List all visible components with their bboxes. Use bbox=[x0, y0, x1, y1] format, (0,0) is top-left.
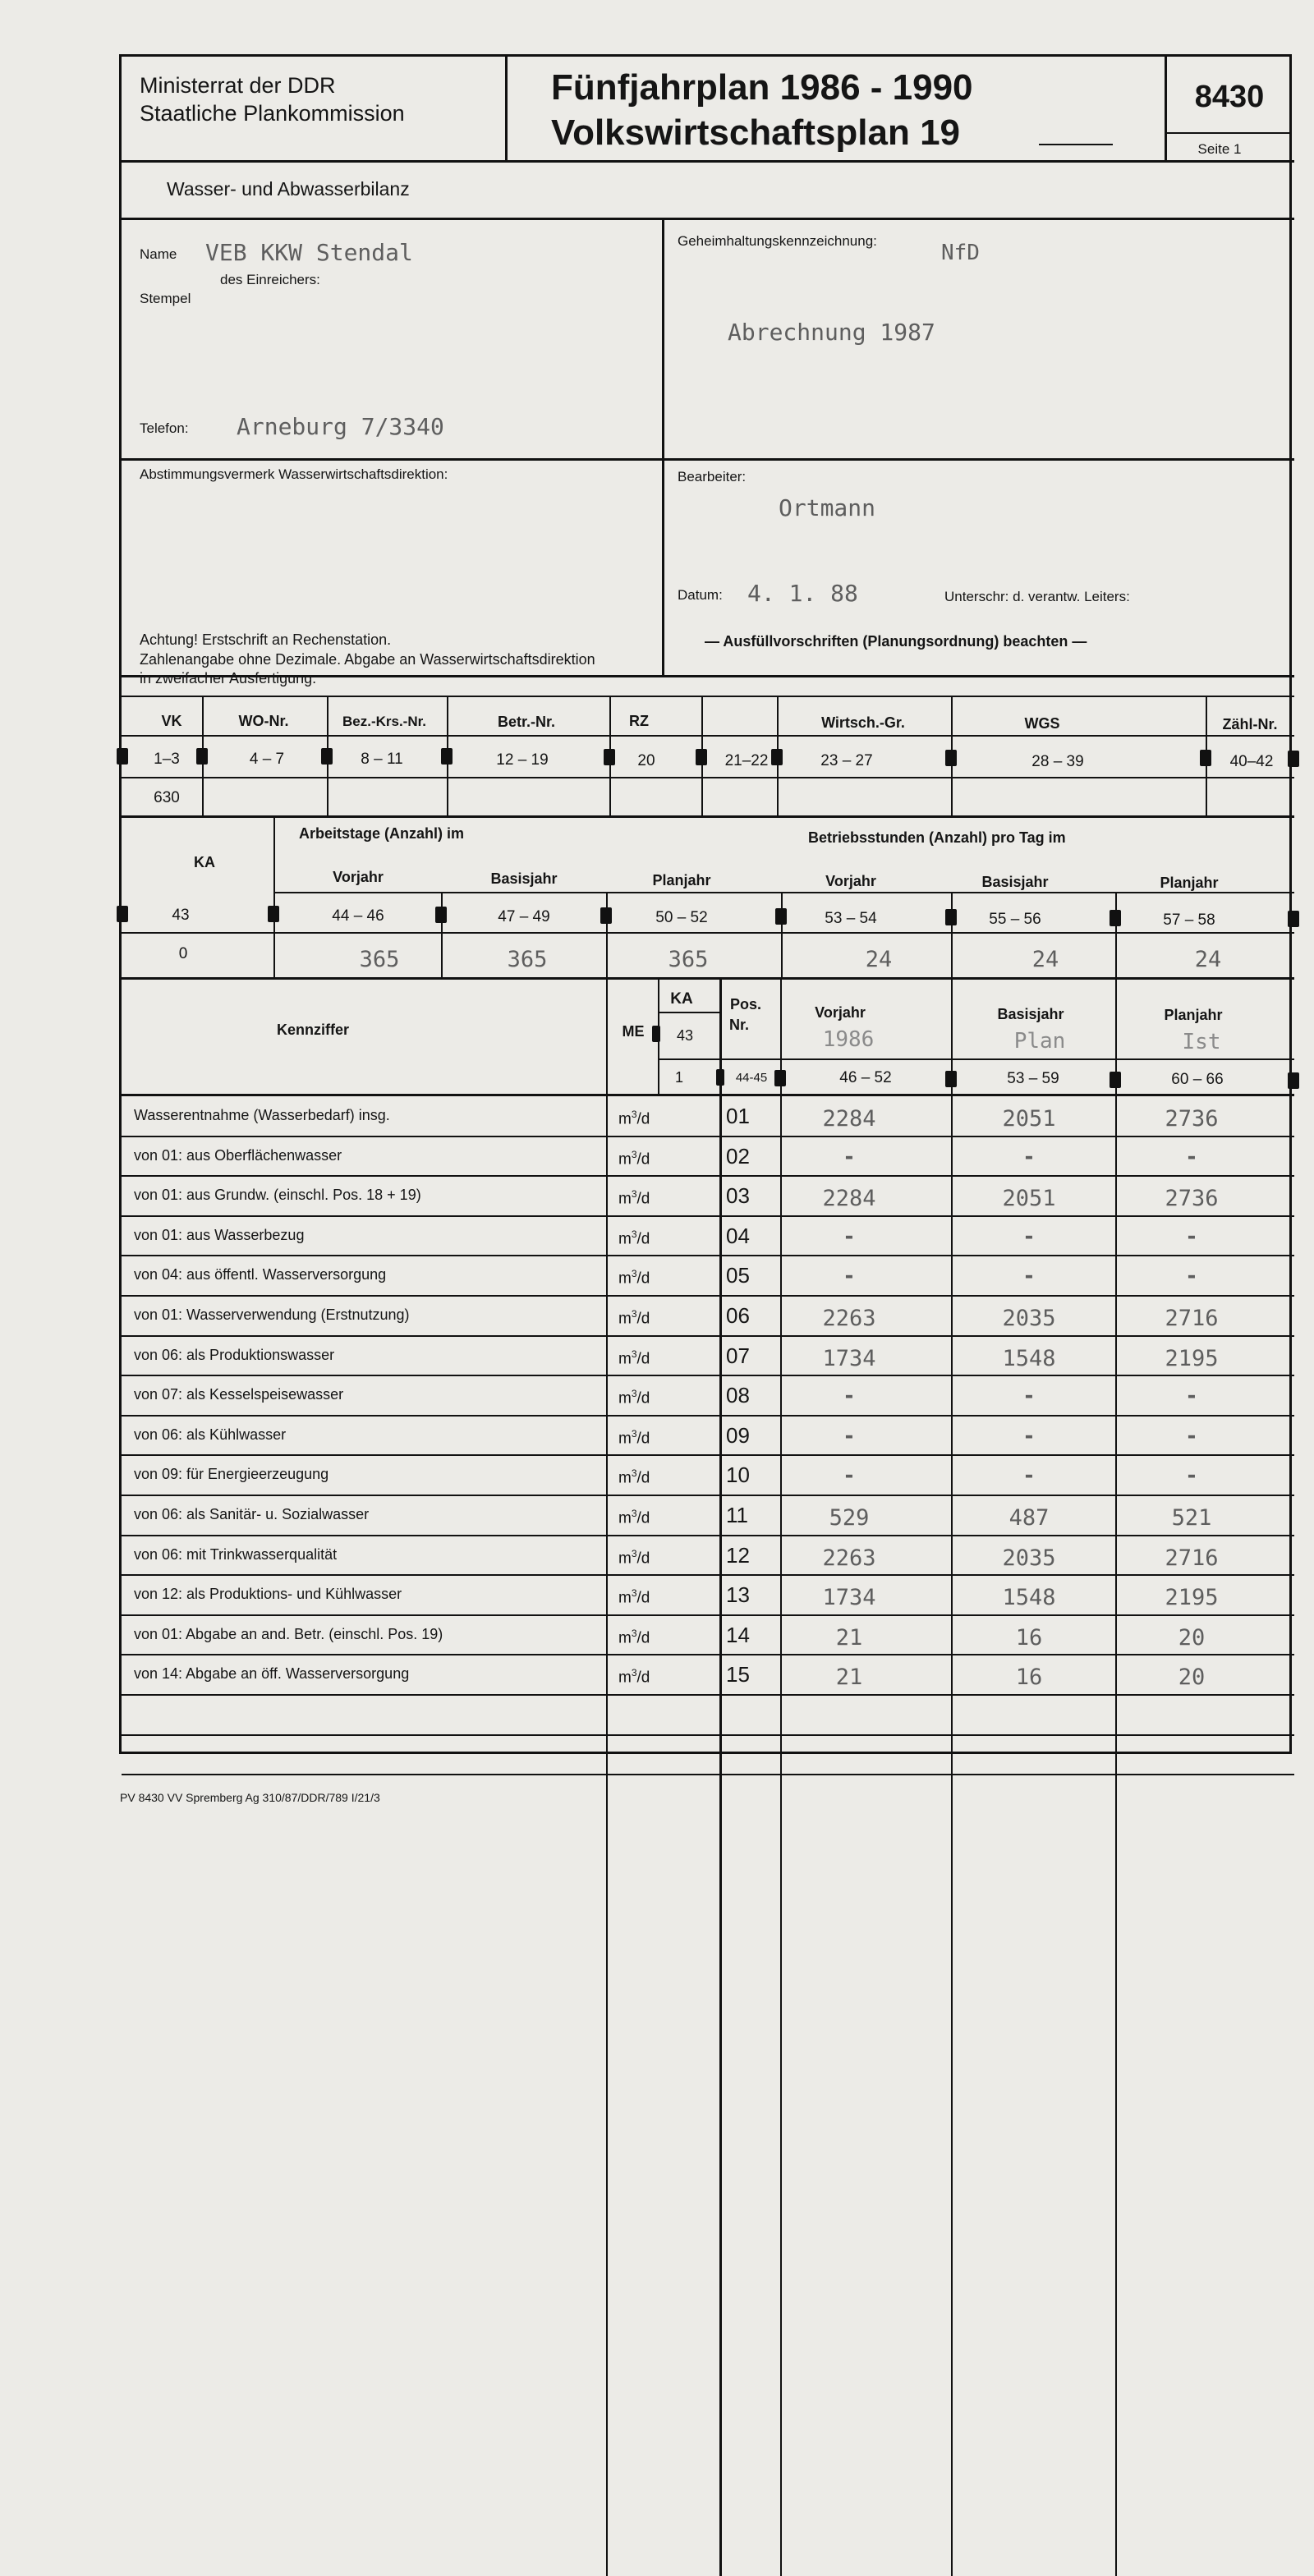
ka-header-main: KA bbox=[670, 990, 693, 1008]
col-53-59: 53 – 59 bbox=[1007, 1070, 1059, 1087]
col-40-42: 40–42 bbox=[1229, 753, 1274, 770]
year-vorjahr: Vorjahr bbox=[825, 873, 876, 889]
row-label: von 04: aus öffentl. Wasserversorgung bbox=[134, 1266, 387, 1283]
datum-value[interactable]: 4. 1. 88 bbox=[747, 580, 858, 607]
divider bbox=[122, 777, 1294, 778]
value-vorjahr[interactable]: - bbox=[843, 1224, 856, 1249]
col-12-19: 12 – 19 bbox=[496, 751, 549, 769]
value-basisjahr[interactable]: 1548 bbox=[1002, 1585, 1056, 1610]
position-number: 15 bbox=[726, 1662, 750, 1687]
me-header: ME bbox=[622, 1023, 645, 1040]
page-label: Seite 1 bbox=[1197, 141, 1242, 157]
row-divider bbox=[122, 1654, 1294, 1655]
row-divider bbox=[122, 1255, 1294, 1256]
arbeitstage-label: Arbeitstage (Anzahl) im bbox=[299, 825, 465, 842]
unit-label: $m^3/d$ bbox=[618, 1388, 650, 1407]
value-vorjahr[interactable]: 2284 bbox=[822, 1106, 876, 1132]
value-vorjahr[interactable]: - bbox=[843, 1264, 856, 1288]
divider bbox=[122, 977, 1294, 980]
value-basisjahr[interactable]: - bbox=[1022, 1264, 1036, 1288]
divider bbox=[122, 735, 1294, 737]
row-divider bbox=[122, 1175, 1294, 1177]
unit-label: $m^3/d$ bbox=[618, 1109, 650, 1128]
position-number: 11 bbox=[726, 1503, 748, 1527]
divider bbox=[122, 458, 1294, 461]
submitter-name[interactable]: VEB KKW Stendal bbox=[205, 239, 413, 266]
name-label: Name bbox=[140, 246, 177, 262]
value-basisjahr[interactable]: - bbox=[1022, 1384, 1036, 1408]
divider bbox=[1165, 132, 1292, 134]
org-line-2: Staatliche Plankommission bbox=[140, 101, 405, 126]
form-number: 8430 bbox=[1194, 80, 1265, 114]
telefon-label: Telefon: bbox=[140, 420, 189, 436]
unterschrift-label: Unterschr: d. verantw. Leiters: bbox=[944, 589, 1130, 604]
divider bbox=[951, 979, 953, 2576]
note-line-3: in zweifacher Ausfertigung. bbox=[140, 670, 317, 686]
row-divider bbox=[122, 1454, 1294, 1456]
col-50-52: 50 – 52 bbox=[655, 909, 708, 926]
unit-label: $m^3/d$ bbox=[618, 1428, 650, 1448]
unit-label: $m^3/d$ bbox=[618, 1348, 650, 1368]
position-number: 03 bbox=[726, 1183, 750, 1208]
value-basisjahr[interactable]: 16 bbox=[1015, 1625, 1043, 1651]
position-number: 10 bbox=[726, 1462, 750, 1487]
abstimmung-label: Abstimmungsvermerk Wasserwirtschaftsdirektion: bbox=[140, 466, 448, 482]
column-marker bbox=[652, 1026, 660, 1042]
column-marker bbox=[268, 906, 279, 922]
value-planjahr[interactable]: 2716 bbox=[1165, 1306, 1219, 1331]
divider bbox=[122, 1094, 1294, 1096]
vorjahr-header: Vorjahr bbox=[815, 1004, 866, 1021]
value-planjahr[interactable]: 2195 bbox=[1165, 1585, 1219, 1610]
row-divider bbox=[122, 1535, 1294, 1536]
row-label: von 01: Abgabe an and. Betr. (einschl. Pos. 19) bbox=[134, 1626, 443, 1642]
position-number: 08 bbox=[726, 1383, 750, 1407]
workdays-basisjahr[interactable]: 365 bbox=[507, 947, 548, 972]
ka-header: KA bbox=[194, 854, 215, 870]
note-line-1: Achtung! Erstschrift an Rechenstation. bbox=[140, 631, 392, 648]
hours-basisjahr[interactable]: 24 bbox=[1031, 947, 1059, 972]
unit-label: $m^3/d$ bbox=[618, 1268, 650, 1288]
column-marker bbox=[771, 749, 783, 765]
value-basisjahr[interactable]: - bbox=[1022, 1145, 1036, 1169]
value-planjahr[interactable]: 20 bbox=[1178, 1665, 1206, 1690]
row-label: von 09: für Energieerzeugung bbox=[134, 1466, 329, 1482]
column-marker bbox=[1288, 751, 1299, 767]
wgs-header: WGS bbox=[1024, 715, 1060, 732]
row-label: von 12: als Produktions- und Kühlwasser bbox=[134, 1586, 402, 1602]
telefon-value[interactable]: Arneburg 7/3340 bbox=[237, 413, 444, 440]
position-number: 05 bbox=[726, 1263, 750, 1288]
unit-label: $m^3/d$ bbox=[618, 1228, 650, 1248]
row-divider bbox=[122, 1136, 1294, 1137]
value-basisjahr[interactable]: 487 bbox=[1008, 1505, 1050, 1531]
position-number: 07 bbox=[726, 1343, 750, 1368]
value-planjahr[interactable]: - bbox=[1185, 1264, 1198, 1288]
value-planjahr[interactable]: - bbox=[1185, 1424, 1198, 1449]
divider bbox=[951, 892, 953, 977]
bez-krs-header: Bez.-Krs.-Nr. bbox=[342, 714, 427, 729]
value-basisjahr[interactable]: 2035 bbox=[1002, 1545, 1056, 1571]
divider bbox=[781, 892, 783, 977]
unit-label: $m^3/d$ bbox=[618, 1587, 650, 1607]
nr-header: Nr. bbox=[728, 1017, 750, 1033]
workdays-vorjahr[interactable]: 365 bbox=[359, 947, 400, 972]
row-label: von 07: als Kesselspeisewasser bbox=[134, 1386, 344, 1403]
col-53-54: 53 – 54 bbox=[825, 910, 877, 927]
divider bbox=[606, 979, 608, 2576]
col-43: 43 bbox=[172, 907, 190, 924]
col-47-49: 47 – 49 bbox=[498, 908, 550, 925]
column-marker bbox=[1288, 911, 1299, 927]
column-marker bbox=[1110, 1072, 1121, 1088]
col-60-66: 60 – 66 bbox=[1171, 1071, 1224, 1088]
unit-label: $m^3/d$ bbox=[618, 1308, 650, 1328]
column-marker bbox=[1200, 750, 1211, 766]
col-4-7: 4 – 7 bbox=[249, 751, 285, 768]
unit-label: $m^3/d$ bbox=[618, 1508, 650, 1527]
col-44-46: 44 – 46 bbox=[332, 907, 384, 925]
row-divider bbox=[122, 1574, 1294, 1576]
value-basisjahr[interactable]: 2051 bbox=[1002, 1106, 1056, 1132]
col-8-11: 8 – 11 bbox=[361, 751, 403, 768]
fill-rules-note: — Ausfüllvorschriften (Planungsordnung) beachten — bbox=[705, 633, 1087, 650]
form-frame bbox=[119, 54, 1292, 1754]
value-vorjahr[interactable]: - bbox=[843, 1424, 856, 1449]
wo-header: WO-Nr. bbox=[238, 713, 289, 729]
row-divider bbox=[122, 1415, 1294, 1417]
row-divider bbox=[122, 1734, 1294, 1736]
value-planjahr[interactable]: 2736 bbox=[1165, 1186, 1219, 1211]
position-number: 09 bbox=[726, 1423, 750, 1448]
hours-planjahr[interactable]: 24 bbox=[1194, 947, 1222, 972]
row-label: von 06: mit Trinkwasserqualität bbox=[134, 1546, 338, 1563]
unit-label: $m^3/d$ bbox=[618, 1188, 650, 1208]
unit-label: $m^3/d$ bbox=[618, 1628, 650, 1647]
column-marker bbox=[1288, 1072, 1299, 1089]
secrecy-value[interactable]: NfD bbox=[941, 241, 980, 265]
year-planjahr: Planjahr bbox=[652, 872, 711, 889]
divider bbox=[273, 892, 1294, 893]
value-vorjahr[interactable]: 21 bbox=[835, 1665, 863, 1690]
workdays-planjahr[interactable]: 365 bbox=[668, 947, 709, 972]
col-1-3: 1–3 bbox=[154, 751, 180, 768]
value-planjahr[interactable]: 20 bbox=[1178, 1625, 1206, 1651]
column-marker bbox=[435, 907, 447, 923]
bearbeiter-label: Bearbeiter: bbox=[678, 469, 747, 484]
ka-value[interactable]: 0 bbox=[178, 945, 188, 962]
unit-label: $m^3/d$ bbox=[618, 1149, 650, 1169]
planjahr-header: Planjahr bbox=[1164, 1007, 1223, 1023]
row-divider bbox=[122, 1375, 1294, 1376]
divider bbox=[1115, 979, 1117, 2576]
value-vorjahr[interactable]: 1734 bbox=[822, 1585, 876, 1610]
title-economic-plan: Volkswirtschaftsplan 19 bbox=[551, 112, 961, 153]
divider bbox=[719, 979, 722, 2576]
col-46-52: 46 – 52 bbox=[839, 1069, 892, 1086]
rz-header: RZ bbox=[629, 713, 649, 729]
wirtsch-gr-header: Wirtsch.-Gr. bbox=[821, 714, 905, 731]
row-label: von 14: Abgabe an öff. Wasserversorgung bbox=[134, 1665, 410, 1682]
position-number: 01 bbox=[726, 1104, 750, 1128]
betriebsstunden-label: Betriebsstunden (Anzahl) pro Tag im bbox=[808, 829, 1066, 846]
divider bbox=[273, 817, 275, 977]
org-line-1: Ministerrat der DDR bbox=[140, 73, 336, 98]
position-number: 04 bbox=[726, 1224, 750, 1248]
column-marker bbox=[117, 748, 128, 765]
footer-imprint: PV 8430 VV Spremberg Ag 310/87/DDR/789 I/21/3 bbox=[120, 1791, 380, 1804]
column-marker bbox=[600, 907, 612, 924]
column-marker bbox=[441, 748, 453, 765]
year-vorjahr: Vorjahr bbox=[333, 869, 384, 885]
ka-value-main[interactable]: 1 bbox=[674, 1069, 684, 1086]
divider bbox=[662, 218, 664, 677]
column-marker bbox=[945, 1071, 957, 1087]
row-label: von 01: aus Oberflächenwasser bbox=[134, 1147, 342, 1164]
value-planjahr[interactable]: - bbox=[1185, 1145, 1198, 1169]
basisjahr-header: Basisjahr bbox=[997, 1006, 1064, 1022]
datum-label: Datum: bbox=[678, 587, 723, 603]
divider bbox=[505, 57, 508, 162]
position-number: 14 bbox=[726, 1623, 750, 1647]
value-basisjahr[interactable]: 16 bbox=[1015, 1665, 1043, 1690]
col-21-22: 21–22 bbox=[724, 752, 769, 769]
divider bbox=[441, 892, 443, 977]
col-20: 20 bbox=[637, 752, 655, 769]
value-basisjahr[interactable]: 1548 bbox=[1002, 1346, 1056, 1371]
value-basisjahr[interactable]: - bbox=[1022, 1224, 1036, 1249]
abrechnung-note[interactable]: Abrechnung 1987 bbox=[728, 319, 935, 346]
divider bbox=[1115, 892, 1117, 977]
row-label: von 06: als Sanitär- u. Sozialwasser bbox=[134, 1506, 370, 1522]
col-57-58: 57 – 58 bbox=[1163, 911, 1215, 929]
pos-header: Pos. bbox=[729, 996, 762, 1012]
value-vorjahr[interactable]: 1734 bbox=[822, 1346, 876, 1371]
column-marker bbox=[945, 750, 957, 766]
divider bbox=[606, 892, 608, 977]
year-blank-line bbox=[1039, 144, 1113, 145]
value-planjahr[interactable]: - bbox=[1185, 1463, 1198, 1488]
value-vorjahr[interactable]: - bbox=[843, 1145, 856, 1169]
divider bbox=[780, 979, 782, 2576]
divider bbox=[122, 696, 1294, 697]
column-marker bbox=[196, 748, 208, 765]
column-marker bbox=[696, 749, 707, 765]
value-basisjahr[interactable]: 2035 bbox=[1002, 1306, 1056, 1331]
column-marker bbox=[775, 908, 787, 925]
row-label: von 01: Wasserverwendung (Erstnutzung) bbox=[134, 1306, 410, 1323]
unit-label: $m^3/d$ bbox=[618, 1667, 650, 1687]
column-marker bbox=[945, 909, 957, 925]
row-divider bbox=[122, 1215, 1294, 1217]
row-divider bbox=[122, 1694, 1294, 1696]
basisjahr-label[interactable]: Plan bbox=[1013, 1029, 1066, 1054]
planjahr-label[interactable]: Ist bbox=[1182, 1030, 1221, 1054]
row-label: von 01: aus Wasserbezug bbox=[134, 1227, 305, 1243]
value-vorjahr[interactable]: - bbox=[843, 1384, 856, 1408]
row-divider bbox=[122, 1295, 1294, 1297]
column-marker bbox=[1110, 910, 1121, 926]
vorjahr-year[interactable]: 1986 bbox=[822, 1027, 875, 1052]
divider bbox=[1165, 57, 1167, 162]
col-23-27: 23 – 27 bbox=[820, 752, 873, 769]
value-planjahr[interactable]: 2736 bbox=[1165, 1106, 1219, 1132]
row-divider bbox=[122, 1614, 1294, 1616]
pos-cols: 44-45 bbox=[735, 1071, 768, 1085]
value-vorjahr[interactable]: 2263 bbox=[822, 1545, 876, 1571]
row-label: von 06: als Produktionswasser bbox=[134, 1347, 335, 1363]
secrecy-label: Geheimhaltungskennzeichnung: bbox=[678, 233, 877, 249]
year-planjahr: Planjahr bbox=[1160, 875, 1219, 891]
divider bbox=[122, 218, 1294, 220]
value-planjahr[interactable]: 2195 bbox=[1165, 1346, 1219, 1371]
hours-vorjahr[interactable]: 24 bbox=[865, 947, 893, 972]
row-label: Wasserentnahme (Wasserbedarf) insg. bbox=[134, 1107, 390, 1123]
row-divider bbox=[122, 1495, 1294, 1496]
column-marker bbox=[321, 748, 333, 765]
column-marker bbox=[117, 906, 128, 922]
col-28-39: 28 – 39 bbox=[1031, 753, 1084, 770]
form-subtitle: Wasser- und Abwasserbilanz bbox=[167, 178, 410, 200]
ka-col-43: 43 bbox=[676, 1027, 694, 1044]
des-label: des Einreichers: bbox=[220, 272, 320, 287]
title-five-year-plan: Fünfjahrplan 1986 - 1990 bbox=[551, 67, 973, 108]
col-55-56: 55 – 56 bbox=[989, 911, 1041, 928]
column-marker bbox=[604, 749, 615, 765]
value-planjahr[interactable]: - bbox=[1185, 1384, 1198, 1408]
stempel-label: Stempel bbox=[140, 291, 191, 306]
value-planjahr[interactable]: - bbox=[1185, 1224, 1198, 1249]
kennziffer-header: Kennziffer bbox=[276, 1022, 350, 1038]
divider bbox=[122, 815, 1294, 818]
value-basisjahr[interactable]: - bbox=[1022, 1424, 1036, 1449]
position-number: 02 bbox=[726, 1144, 750, 1169]
row-label: von 06: als Kühlwasser bbox=[134, 1426, 287, 1443]
position-number: 13 bbox=[726, 1582, 750, 1607]
bearbeiter-value[interactable]: Ortmann bbox=[779, 494, 876, 521]
divider bbox=[658, 1012, 721, 1013]
unit-label: $m^3/d$ bbox=[618, 1548, 650, 1568]
value-vorjahr[interactable]: 2284 bbox=[822, 1186, 876, 1211]
row-label: von 01: aus Grundw. (einschl. Pos. 18 + 19) bbox=[134, 1187, 421, 1203]
year-basisjahr: Basisjahr bbox=[981, 874, 1049, 890]
year-basisjahr: Basisjahr bbox=[490, 870, 558, 887]
vk-value[interactable]: 630 bbox=[154, 789, 180, 806]
value-planjahr[interactable]: 521 bbox=[1171, 1505, 1212, 1531]
note-line-2: Zahlenangabe ohne Dezimale. Abgabe an Wasserwirtschaftsdirektion bbox=[140, 651, 595, 668]
divider bbox=[658, 1058, 1294, 1060]
value-planjahr[interactable]: 2716 bbox=[1165, 1545, 1219, 1571]
value-basisjahr[interactable]: - bbox=[1022, 1463, 1036, 1488]
value-vorjahr[interactable]: 529 bbox=[829, 1505, 870, 1531]
position-number: 12 bbox=[726, 1543, 750, 1568]
column-marker bbox=[716, 1069, 724, 1086]
row-divider bbox=[122, 1335, 1294, 1337]
row-divider bbox=[122, 1774, 1294, 1775]
value-vorjahr[interactable]: - bbox=[843, 1463, 856, 1488]
zaehl-header: Zähl-Nr. bbox=[1222, 716, 1278, 732]
divider bbox=[122, 160, 1294, 163]
divider bbox=[122, 932, 1294, 934]
betr-header: Betr.-Nr. bbox=[497, 714, 556, 730]
position-number: 06 bbox=[726, 1303, 750, 1328]
value-vorjahr[interactable]: 2263 bbox=[822, 1306, 876, 1331]
value-basisjahr[interactable]: 2051 bbox=[1002, 1186, 1056, 1211]
value-vorjahr[interactable]: 21 bbox=[835, 1625, 863, 1651]
unit-label: $m^3/d$ bbox=[618, 1467, 650, 1487]
column-marker bbox=[774, 1070, 786, 1086]
vk-header: VK bbox=[161, 713, 182, 729]
